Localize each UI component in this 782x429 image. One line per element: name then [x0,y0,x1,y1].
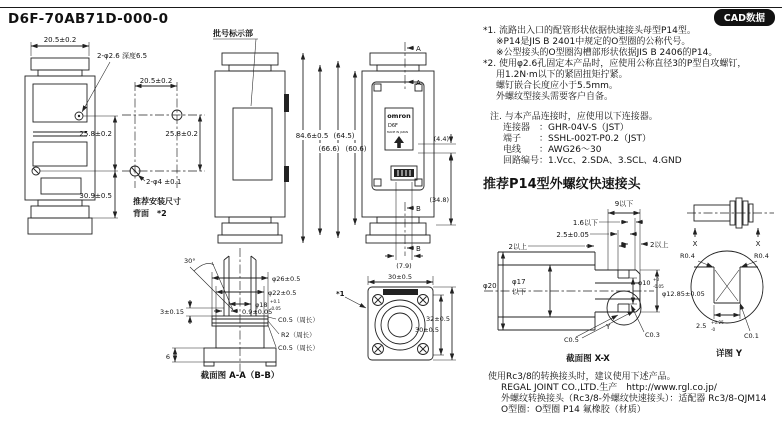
mount-caption-2: 背面 *2 [133,209,167,218]
note-line: 外螺纹型接头需要客户自备。 [496,92,614,102]
connector-note-line: 注. 与本产品连接时，应使用以下连接器。 [490,112,658,122]
dimension-drawings [0,20,482,420]
height-h1: (64.5) [333,132,355,140]
mount-pitch-dim: 25.8±0.2 [165,130,198,138]
rear-view [25,36,147,234]
top-rule [0,7,782,8]
adapter-note-line: 外螺纹转换接头（Rc3/8-外螺纹快速接头）：适配器 Rc3/8-QJM14 [501,394,767,404]
adapter-note [488,372,782,416]
r04-left-label: R0.4 [680,252,695,260]
note-line: *2. 使用φ2.6孔固定本产品时，应使用公称直径3的P型自攻螺钉， [483,59,747,69]
rear-width-dim: 20.5±0.2 [43,36,77,44]
dim6-label: 6 [165,353,170,361]
bottom-height-outer-dim: 32±0.5 [425,315,450,323]
brand-logo: omron [387,112,411,120]
dia1285-dim: φ12.85±0.05 [662,290,705,298]
dia17-dim: φ17 [512,278,526,286]
p14-fitting-drawing [482,195,782,370]
rear-hole-callout: 2-φ2.6 深度6.5 [97,52,148,60]
adapter-note-line: REGAL JOINT CO.,LTD.生产 http://www.rgl.co.jp/ [501,383,717,393]
ref-star1: *1 [336,290,345,298]
height-overall: 84.6±0.5 [295,132,329,140]
groove-width-tol-up: +0.25 [711,320,724,325]
connector-note-line: 端子 ：SSHL-002T-P0.2（JST） [503,134,651,144]
note-line: *1. 流路出入口的配管形状依据快速接头母型P14型。 [483,26,696,36]
origin-label: MADE IN JAPAN [387,130,409,134]
dim3-label: 3±0.15 [159,308,184,316]
height-h2: (66.6) [318,145,340,153]
connector-note-line: 连接器 ：GHR-04V-S（JST） [503,123,629,133]
c05-top-label: C0.5（周长） [278,316,319,324]
bottom-width-dim: 30±0.5 [387,273,413,281]
min2-right-dim: 2以上 [650,241,669,249]
len25-dim: 2.5±0.05 [556,231,589,239]
connector-note-line: 回路编号：1.Vcc、2.SDA、3.SCL、4.GND [503,156,682,166]
c01-label: C0.1 [744,332,759,340]
mount-width-dim: 20.5±0.2 [139,77,173,85]
connector-note-line: 电线 ：AWG26～30 [503,145,602,155]
section-x-label-left: X [692,240,698,248]
detail-y-ref: Y [606,323,611,331]
lot-label: 批号标示部 [213,29,253,38]
height-h3: (60.6) [345,145,367,153]
detail-y-caption: 详图 Y [715,349,743,359]
mount-hole-callout: 2-φ4 ±0.1 [146,178,182,186]
section-aa-view [160,248,319,381]
usage-notes [483,26,781,103]
len16-dim: 1.6以下 [572,219,598,227]
section-b-label-1: B [416,205,421,213]
mounting-hole-view [122,77,205,218]
note-line: ※公型接头的O型圈沟槽部形状依据JIS B 2406的P14。 [496,48,718,58]
section-xx-caption: 截面图 X-X [566,354,610,364]
note-line: ※P14是JIS B 2401中规定的O型圈的公称代号。 [496,37,691,47]
bottom-height-inner-dim: 30±0.5 [414,326,439,334]
dia20-dim: φ20 [483,282,497,290]
section-b-label-2: B [416,245,421,253]
section-a-label-1: A [416,45,421,53]
dia18-tol-dn: -0.05 [270,306,281,311]
dia22-dim: φ22±0.5 [268,289,297,297]
dia18-tol-up: +0.1 [270,299,281,304]
lower-offset-dim: (34.8) [429,196,449,204]
groove-width-dim: 2.5 [696,322,707,330]
c05-label: C0.5 [564,336,579,344]
len9-dim: 9以下 [614,200,634,208]
side-view [213,28,289,243]
c03-label: C0.3 [645,331,660,339]
note-line: 用1.2N·m以下的紧固扭矩拧紧。 [496,70,628,80]
section-a-label-2: A [416,79,421,87]
detail-y-view [680,251,769,359]
min2-left-dim: 2以上 [508,243,527,251]
bottom-view [336,273,456,360]
page-title: D6F-70AB71D-000-0 [8,11,169,27]
flow-direction-arrow-icon [394,136,404,148]
mount-caption-1: 推荐安装尺寸 [133,197,181,206]
fitting-side-view [687,198,774,248]
cad-data-badge[interactable]: CAD数据 [714,9,775,26]
rear-bottom-dim: 30.9±0.5 [79,192,112,200]
adapter-note-line: 使用Rc3/8的转换接头时，建议使用下述产品。 [488,372,676,382]
connector-width-dim: (7.9) [396,262,412,270]
height-dimensions [293,53,369,243]
connector-note [490,112,782,167]
dia10-dim: φ10 [638,279,651,287]
adapter-note-line: O型圈：O型圈 P14 氟橡胶（材质） [501,405,646,415]
section-x-label-right: X [755,240,761,248]
p14-heading: 推荐P14型外螺纹快速接头 [483,177,641,192]
r2-label: R2（周长） [281,331,316,339]
dia10-tol-up: +0 [653,277,660,282]
dia26-dim: φ26±0.5 [272,275,301,283]
section-xx-view [483,199,705,364]
chamfer-angle: 30° [184,257,196,265]
dia10-tol-dn: -0.05 [653,284,664,289]
connector-offset-dim: (4.4) [433,135,449,143]
dia18-dim: φ18 [255,301,268,309]
r04-right-label: R0.4 [754,252,769,260]
model-label: D6F [388,123,398,129]
front-view [362,42,456,270]
note-line: 螺钉嵌合长度应小于5.5mm。 [496,81,618,91]
rear-pitch-dim: 25.8±0.2 [79,130,112,138]
dim09-label: 0.9±0.05 [242,308,273,316]
section-aa-caption: 截面图 A-A（B-B） [200,371,280,381]
dia17-dim-suffix: 以下 [512,288,526,296]
groove-width-tol-dn: -0 [711,327,716,332]
c05-bottom-label: C0.5（周长） [278,344,319,352]
